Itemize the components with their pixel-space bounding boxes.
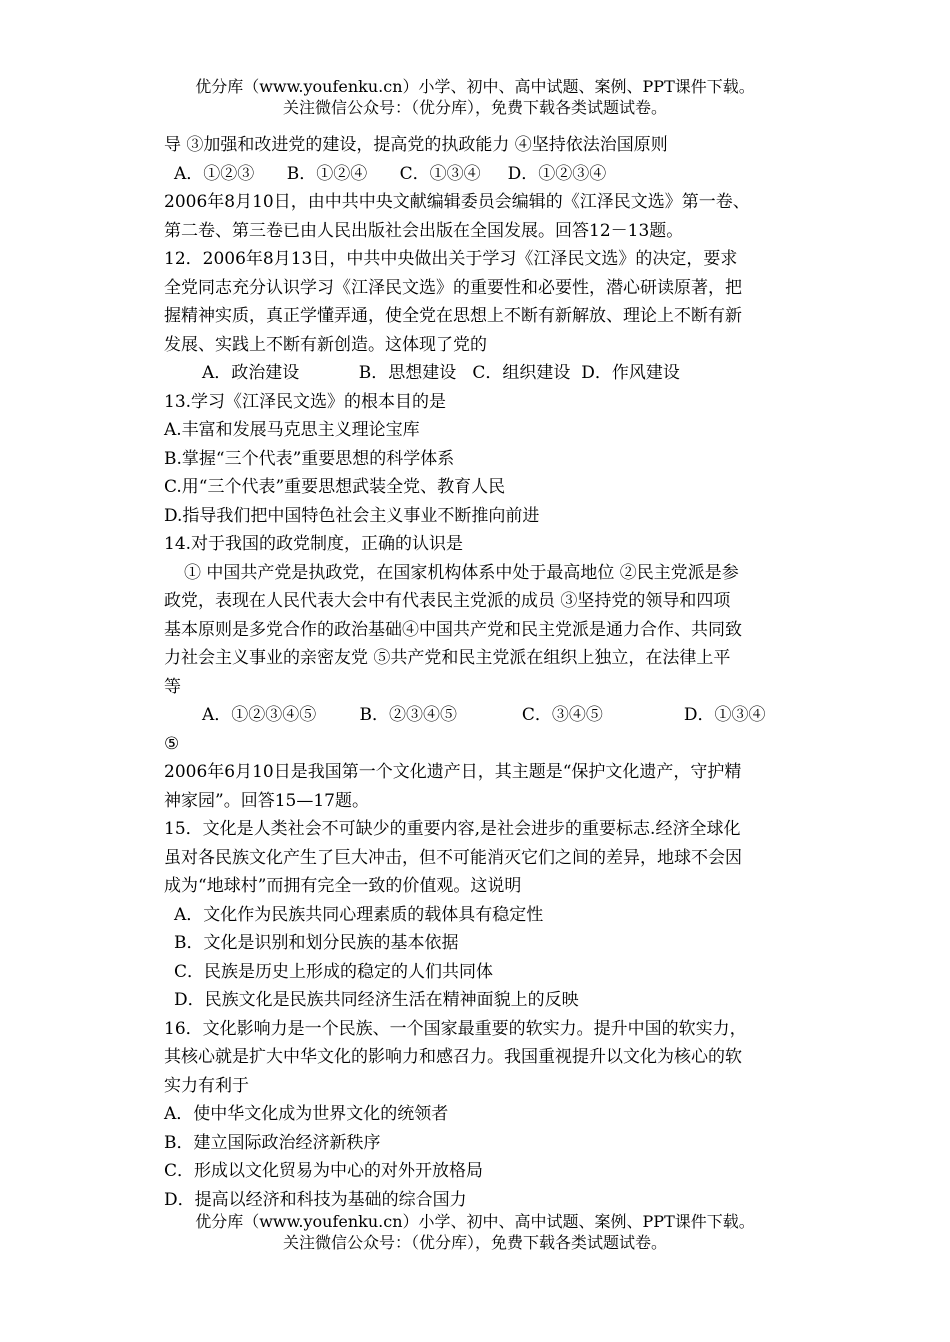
text-line: A.丰富和发展马克思主义理论宝库 — [164, 420, 420, 440]
text-line: A．①②③ B．①②④ C．①③④ D．①②③④ — [174, 163, 607, 184]
text-line: C．民族是历史上形成的稳定的人们共同体 — [174, 961, 494, 982]
text-line: 其核心就是扩大中华文化的影响力和感召力。我国重视提升以文化为核心的软 — [164, 1047, 742, 1067]
text-line: 15．文化是人类社会不可缺少的重要内容,是社会进步的重要标志.经济全球化 — [164, 819, 741, 839]
header-banner — [0, 76, 950, 118]
text-line: 第二卷、第三卷已由人民出版社会出版在全国发展。回答12－13题。 — [164, 220, 684, 241]
text-line: 发展、实践上不断有新创造。这体现了党的 — [164, 334, 487, 355]
text-line: 14.对于我国的政党制度，正确的认识是 — [164, 534, 464, 554]
text-line: 2006年8月10日，由中共中央文献编辑委员会编辑的《江泽民文选》第一卷、 — [164, 192, 750, 212]
text-line: 2006年6月10日是我国第一个文化遗产日，其主题是“保护文化遗产，守护精 — [164, 762, 742, 782]
text-line: A．使中华文化成为世界文化的统领者 — [164, 1104, 449, 1124]
text-line: A．政治建设 B．思想建设 C．组织建设 D．作风建设 — [202, 363, 680, 383]
text-line: 12．2006年8月13日，中共中央做出关于学习《江泽民文选》的决定，要求 — [164, 249, 738, 269]
text-line: 力社会主义事业的亲密友党 ⑤共产党和民主党派在组织上独立，在法律上平 — [164, 648, 731, 668]
text-line: B.掌握“三个代表”重要思想的科学体系 — [164, 448, 455, 469]
text-line: 全党同志充分认识学习《江泽民文选》的重要性和必要性，潜心研读原著，把 — [164, 277, 742, 298]
text-line: C.用“三个代表”重要思想武装全党、教育人民 — [164, 477, 506, 497]
text-line: D．提高以经济和科技为基础的综合国力 — [164, 1189, 467, 1210]
text-line: 导 ③加强和改进党的建设，提高党的执政能力 ④坚持依法治国原则 — [164, 135, 668, 155]
text-line: 等 — [164, 676, 181, 697]
text-line: B．文化是识别和划分民族的基本依据 — [174, 933, 459, 953]
text-line: 16．文化影响力是一个民族、一个国家最重要的软实力。提升中国的软实力， — [164, 1018, 747, 1039]
exam-content — [164, 131, 816, 1214]
text-line: 基本原则是多党合作的政治基础④中国共产党和民主党派是通力合作、共同致 — [164, 619, 742, 640]
text-line: B．建立国际政治经济新秩序 — [164, 1132, 381, 1153]
text-line: 13.学习《江泽民文选》的根本目的是 — [164, 391, 447, 412]
footer-banner — [0, 1211, 950, 1253]
header-line-2: 关注微信公众号：（优分库），免费下载各类试题试卷。 — [282, 98, 667, 117]
text-line: 政党，表现在人民代表大会中有代表民主党派的成员 ③坚持党的领导和四项 — [164, 591, 731, 611]
text-line: ① 中国共产党是执政党，在国家机构体系中处于最高地位 ②民主党派是参 — [184, 562, 739, 583]
text-line: C．形成以文化贸易为中心的对外开放格局 — [164, 1161, 484, 1181]
text-line: D．民族文化是民族共同经济生活在精神面貌上的反映 — [174, 990, 579, 1010]
text-line: A．①②③④⑤ B．②③④⑤ C．③④⑤ D．①③④ — [202, 705, 766, 725]
header-line-1: 优分库（www.youfenku.cn）小学、初中、高中试题、案例、PPT课件下载。 — [195, 77, 755, 96]
text-line: ⑤ — [164, 733, 180, 754]
text-line: 神家园”。回答15—17题。 — [164, 790, 369, 811]
text-line: 实力有利于 — [164, 1075, 249, 1096]
footer-line-2: 关注微信公众号：（优分库），免费下载各类试题试卷。 — [282, 1233, 667, 1252]
footer-line-1: 优分库（www.youfenku.cn）小学、初中、高中试题、案例、PPT课件下载。 — [195, 1212, 755, 1231]
text-line: A．文化作为民族共同心理素质的载体具有稳定性 — [174, 904, 544, 925]
text-line: 成为“地球村”而拥有完全一致的价值观。这说明 — [164, 876, 522, 896]
text-line: 虽对各民族文化产生了巨大冲击，但不可能消灭它们之间的差异，地球不会因 — [164, 847, 742, 868]
text-line: D.指导我们把中国特色社会主义事业不断推向前进 — [164, 505, 540, 526]
text-line: 握精神实质，真正学懂弄通，使全党在思想上不断有新解放、理论上不断有新 — [164, 306, 742, 326]
